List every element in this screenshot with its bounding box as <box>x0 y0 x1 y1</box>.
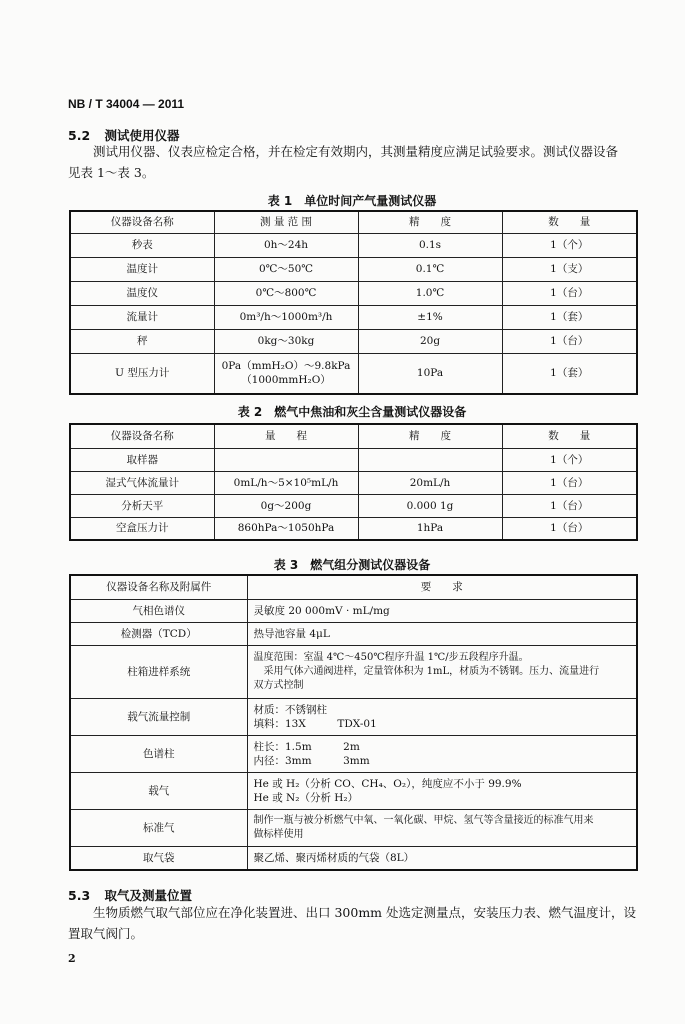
table-cell: 灵敏度 20 000mV · mL/mg <box>247 599 637 622</box>
table-cell: 1（个） <box>502 448 637 471</box>
table-cell: 温度仪 <box>70 281 214 305</box>
table-cell <box>358 448 502 471</box>
table-row <box>70 257 637 281</box>
table-cell: U 型压力计 <box>70 353 214 394</box>
table-cell: He 或 H₂（分析 CO、CH₄、O₂），纯度应不小于 99.9% He 或 N₂（分析 H₂） <box>247 772 637 809</box>
table-row <box>70 448 637 471</box>
header-cell: 精 度 <box>358 211 502 233</box>
table-1 <box>69 210 638 395</box>
table-cell: 1（台） <box>502 517 637 540</box>
paragraph-line: 置取气阀门。 <box>68 926 144 941</box>
table-cell: 0℃～800℃ <box>214 281 358 305</box>
table-cell: 载气流量控制 <box>70 698 247 735</box>
table-cell: 1（支） <box>502 257 637 281</box>
paragraph-line: 生物质燃气取气部位应在净化装置进、出口 300mm 处选定测量点，安装压力表、燃气温度计，设 <box>93 905 637 920</box>
table-cell: 0℃～50℃ <box>214 257 358 281</box>
table-row <box>70 329 637 353</box>
table-row <box>70 233 637 257</box>
table-row <box>70 305 637 329</box>
table-header-row <box>70 575 637 599</box>
section-5-3-paragraph <box>68 902 638 944</box>
section-number: 5.2 <box>68 128 91 143</box>
table-3 <box>69 574 638 871</box>
table-cell: 秒表 <box>70 233 214 257</box>
table-cell: 1（套） <box>502 305 637 329</box>
table-cell: 分析天平 <box>70 494 214 517</box>
table-row <box>70 645 637 698</box>
table-row <box>70 353 637 394</box>
table-cell: 20g <box>358 329 502 353</box>
table-cell: 色谱柱 <box>70 735 247 772</box>
table-row <box>70 622 637 645</box>
paragraph-line: 见表 1～表 3。 <box>68 165 155 180</box>
table-cell: 热导池容量 4μL <box>247 622 637 645</box>
document-header: NB / T 34004 — 2011 <box>68 97 185 111</box>
table-cell: 秤 <box>70 329 214 353</box>
table-cell: 聚乙烯、聚丙烯材质的气袋（8L） <box>247 846 637 870</box>
table-cell: 0kg～30kg <box>214 329 358 353</box>
section-5-2-paragraph <box>68 141 638 183</box>
table-row <box>70 772 637 809</box>
header-cell: 要 求 <box>247 575 637 599</box>
table-cell: 取样器 <box>70 448 214 471</box>
table-row <box>70 517 637 540</box>
table-row <box>70 494 637 517</box>
table-cell: 1（台） <box>502 281 637 305</box>
table-row <box>70 809 637 846</box>
table-2-caption: 表 2 燃气中焦油和灰尘含量测试仪器设备 <box>237 405 467 419</box>
table-cell: 气相色谱仪 <box>70 599 247 622</box>
table-cell: 1.0℃ <box>358 281 502 305</box>
table-1-caption: 表 1 单位时间产气量测试仪器 <box>267 194 437 208</box>
table-cell: 1（套） <box>502 353 637 394</box>
table-cell: 湿式气体流量计 <box>70 471 214 494</box>
table-cell: 1（个） <box>502 233 637 257</box>
section-title: 测试使用仪器 <box>104 128 180 143</box>
paragraph-line: 测试用仪器、仪表应检定合格，并在检定有效期内，其测量精度应满足试验要求。测试仪器设备 <box>93 144 619 159</box>
table-2 <box>69 423 638 541</box>
table-cell: 1（台） <box>502 494 637 517</box>
header-cell: 数 量 <box>502 424 637 448</box>
table-cell: 1（台） <box>502 329 637 353</box>
page-number: 2 <box>68 952 76 965</box>
table-cell: 材质：不锈钢柱 填料：13X TDX-01 <box>247 698 637 735</box>
table-row <box>70 735 637 772</box>
table-3-caption: 表 3 燃气组分测试仪器设备 <box>273 558 431 572</box>
table-row <box>70 846 637 870</box>
header-cell: 数 量 <box>502 211 637 233</box>
table-header-row <box>70 424 637 448</box>
table-cell: 空盒压力计 <box>70 517 214 540</box>
table-cell: 1hPa <box>358 517 502 540</box>
table-cell: 0.1℃ <box>358 257 502 281</box>
section-title: 取气及测量位置 <box>104 888 193 903</box>
table-cell: 0h～24h <box>214 233 358 257</box>
table-cell: 温度范围：室温 4℃～450℃程序升温 1℃/步五段程序升温。 采用气体六通阀进样，定量管体积为 1mL，材质为不锈钢。压力、流量进行 双方式控制 <box>247 645 637 698</box>
table-cell: 柱箱进样系统 <box>70 645 247 698</box>
table-cell: 0mL/h～5×10⁵mL/h <box>214 471 358 494</box>
table-cell: 取气袋 <box>70 846 247 870</box>
header-cell: 仪器设备名称及附属件 <box>70 575 247 599</box>
table-row <box>70 471 637 494</box>
table-cell: 1（台） <box>502 471 637 494</box>
header-cell: 仪器设备名称 <box>70 424 214 448</box>
table-cell: 10Pa <box>358 353 502 394</box>
table-cell: 温度计 <box>70 257 214 281</box>
table-cell: 0g～200g <box>214 494 358 517</box>
table-cell: 流量计 <box>70 305 214 329</box>
table-cell: 标准气 <box>70 809 247 846</box>
table-header-row <box>70 211 637 233</box>
header-cell: 精 度 <box>358 424 502 448</box>
table-cell: 载气 <box>70 772 247 809</box>
table-cell <box>214 448 358 471</box>
header-cell: 量 程 <box>214 424 358 448</box>
section-number: 5.3 <box>68 888 91 903</box>
table-row <box>70 698 637 735</box>
table-cell: 柱长：1.5m 2m 内径：3mm 3mm <box>247 735 637 772</box>
table-cell: 制作一瓶与被分析燃气中氧、一氧化碳、甲烷、氢气等含量接近的标准气用来 做标样使用 <box>247 809 637 846</box>
table-cell: 860hPa～1050hPa <box>214 517 358 540</box>
table-cell: 0Pa（mmH₂O）～9.8kPa （1000mmH₂O） <box>214 353 358 394</box>
table-cell: 0.1s <box>358 233 502 257</box>
table-row <box>70 599 637 622</box>
table-cell: 0m³/h～1000m³/h <box>214 305 358 329</box>
table-cell: ±1% <box>358 305 502 329</box>
table-cell: 20mL/h <box>358 471 502 494</box>
table-row <box>70 281 637 305</box>
header-cell: 仪器设备名称 <box>70 211 214 233</box>
header-cell: 测 量 范 围 <box>214 211 358 233</box>
table-cell: 0.000 1g <box>358 494 502 517</box>
table-cell: 检测器（TCD） <box>70 622 247 645</box>
